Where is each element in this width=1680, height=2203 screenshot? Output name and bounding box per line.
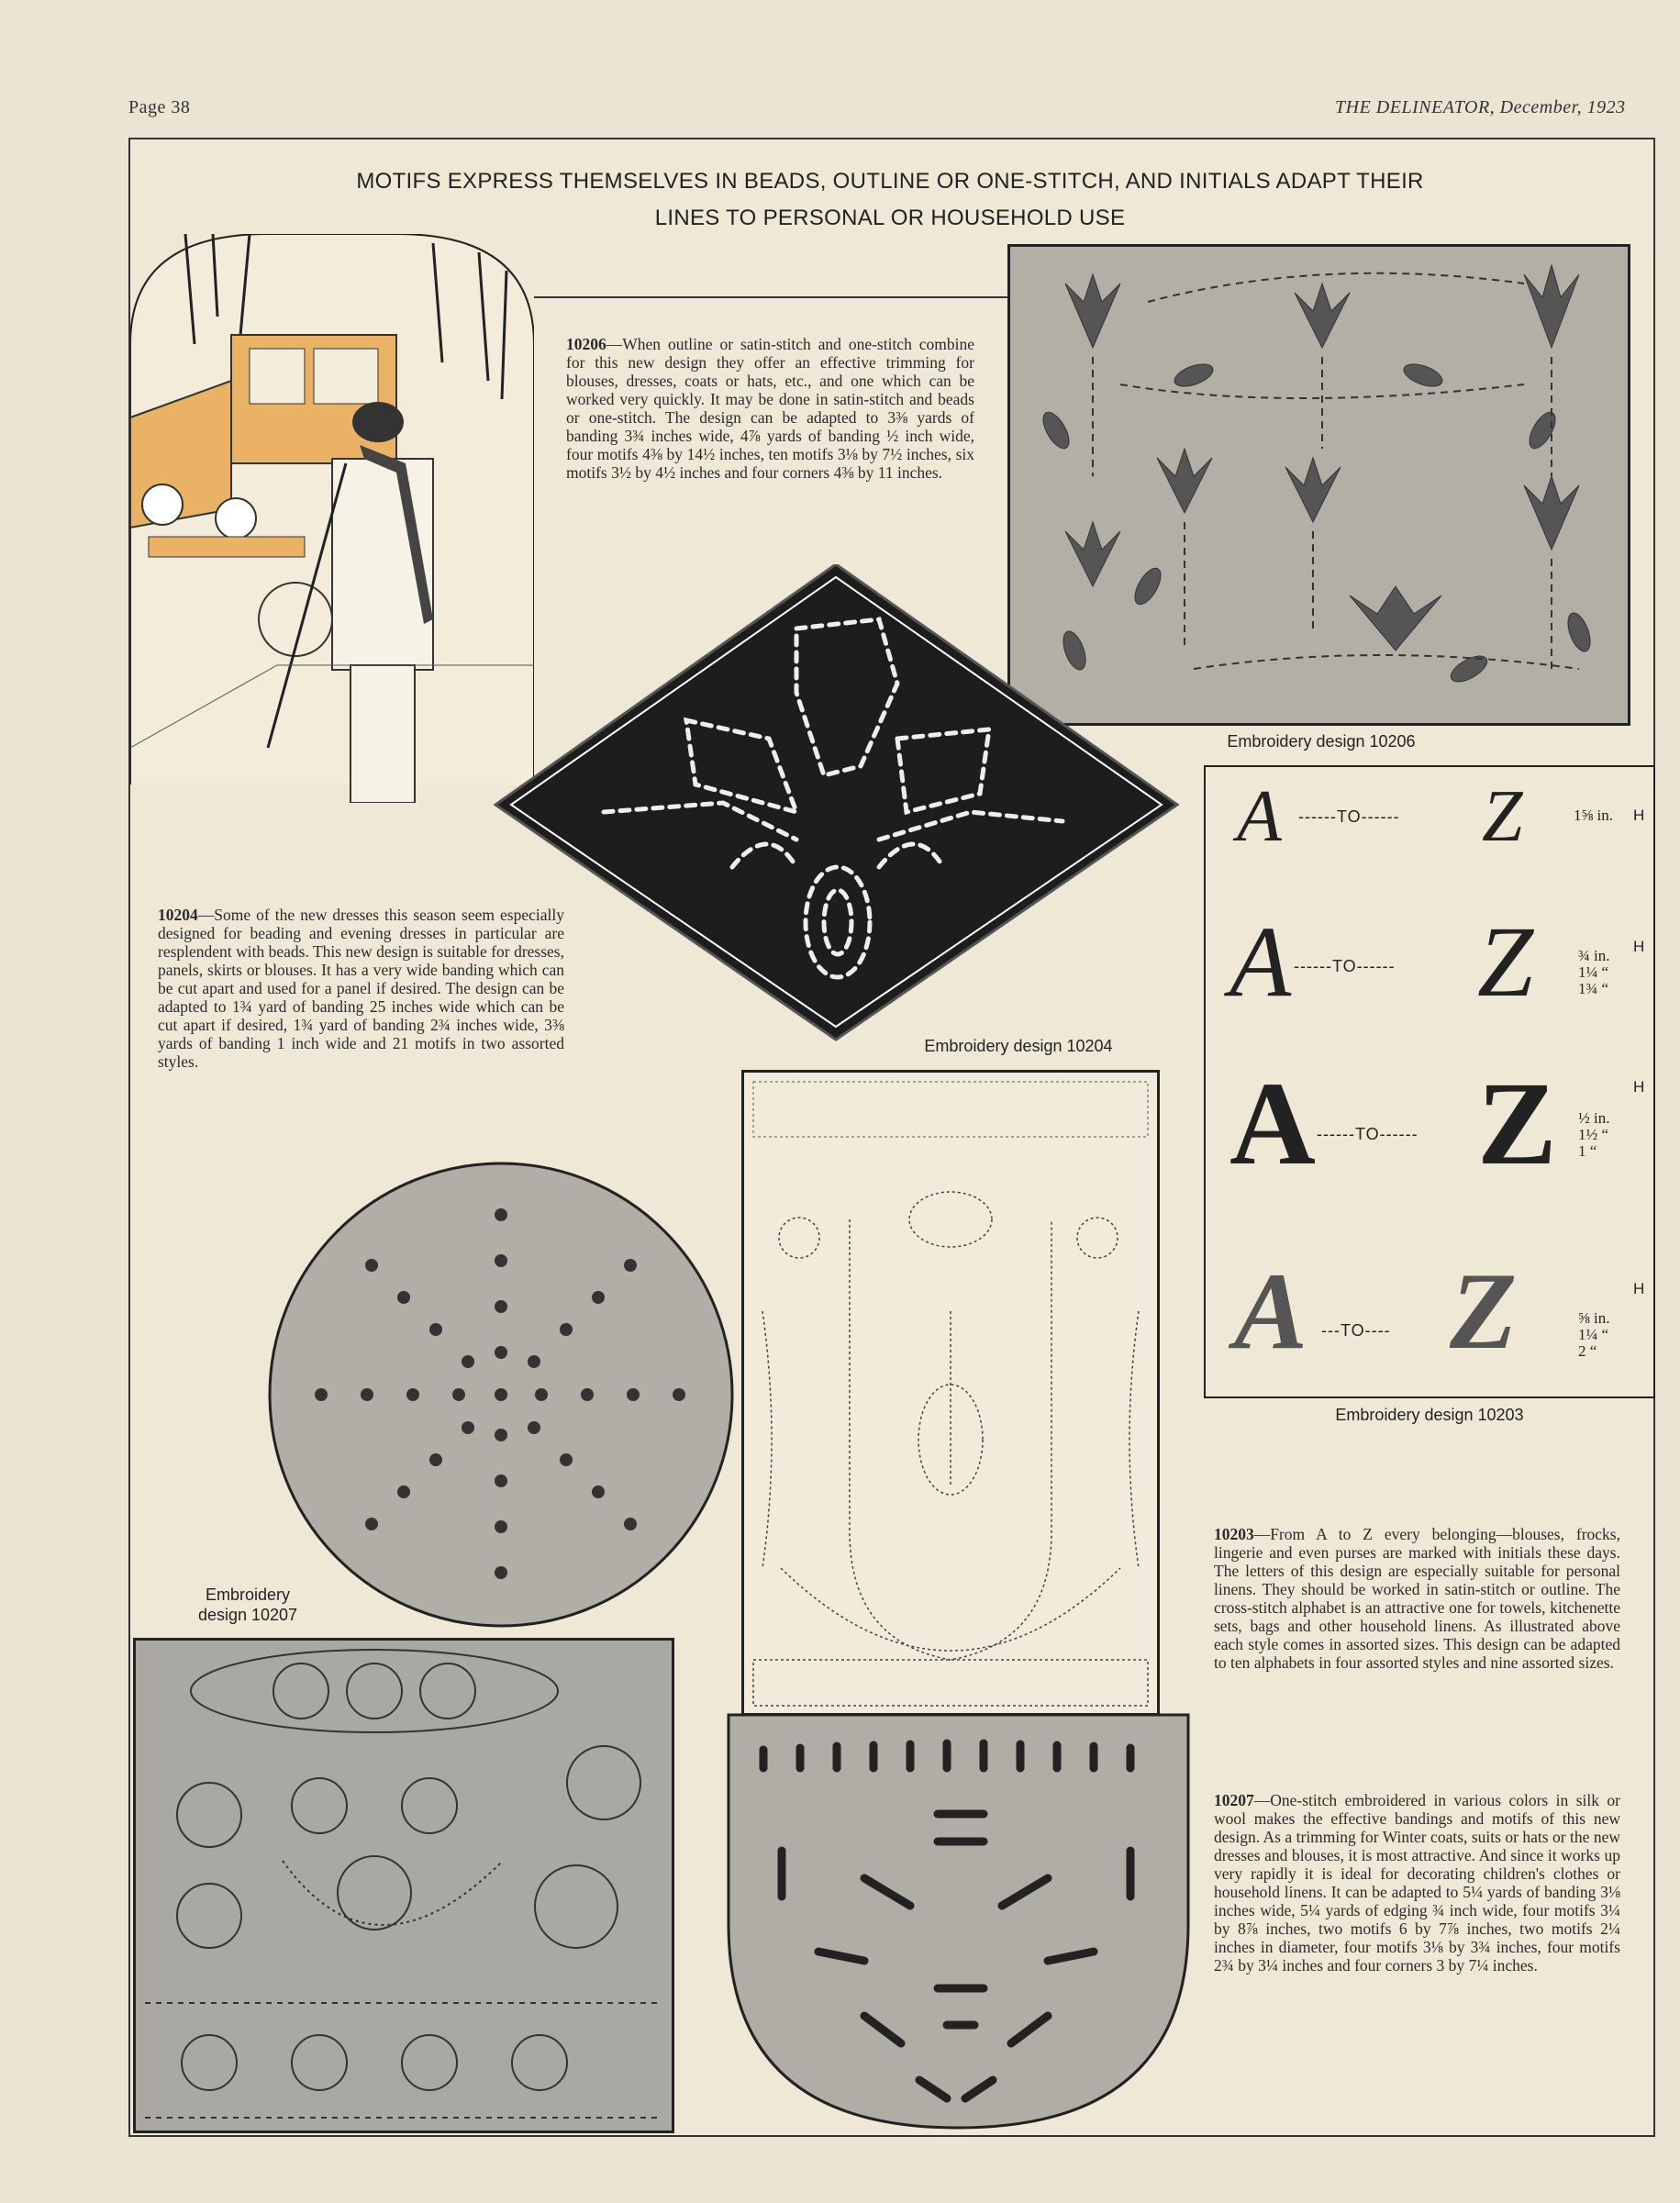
article-body: —One-stitch embroidered in various colors in silk or wool makes the effective bandings and motifs of this new design. As a trimming for Winter coats, suits or hats or the new dresses and blouses, it is most attractive. And since it works up very rapidly it is ideal for decorating children's clothes or household linens. It can be adapted to 5¼ yards of banding 3⅛ inches wide, 5¼ yards of edging ¾ inch wide, four motifs 3¼ by 8⅞ inches, two motifs 6 by 7⅞ inches, two motifs 2¼ inches in diameter, four motifs 3⅛ by 3¾ inches, four motifs 2¾ by 3¼ inches and four corners 3 by 7¼ inches.	[1214, 1791, 1620, 1975]
letter-from: A	[1234, 1250, 1308, 1372]
page-number: Page 38	[128, 97, 191, 117]
to-label: ------TO------	[1294, 957, 1396, 975]
embroidery-shield-image	[727, 1713, 1190, 2131]
letter-from: A	[1229, 906, 1292, 1018]
size-list: ½ in. 1½ “ 1 “	[1578, 1109, 1610, 1160]
page-title	[239, 163, 1541, 237]
to-label: ------TO------	[1298, 807, 1400, 826]
embroidery-design-10204-image	[494, 564, 1179, 1041]
marker-h: H	[1633, 1078, 1645, 1096]
marker-h: H	[1633, 938, 1645, 955]
title-line-1: MOTIFS EXPRESS THEMSELVES IN BEADS, OUTLINE OR ONE-STITCH, AND INITIALS ADAPT THEIR	[356, 169, 1424, 194]
alphabet-row-2	[1229, 904, 1652, 1023]
article-10207	[1214, 1791, 1620, 1975]
article-body: —When outline or satin-stitch and one-stitch combine for this new design they offer an effective trimming for blouses, dresses, coats or hats, etc., and one which can be worked very quickly. It may be done in satin-stitch and beads or one-stitch. The design can be adapted to 3⅜ yards of banding 3¾ inches wide, 4⅞ yards of banding ½ inch wide, four motifs 4⅜ by 14½ inches, ten motifs 3⅛ by 7½ inches, six motifs 3½ by 4½ inches and four corners 4⅜ by 11 inches.	[566, 335, 974, 482]
article-number: 10203	[1214, 1525, 1254, 1543]
caption-10204: Embroidery design 10204	[924, 1037, 1113, 1055]
letter-to: Z	[1477, 1058, 1557, 1190]
letter-to: Z	[1450, 1250, 1518, 1372]
caption-10206: Embroidery design 10206	[1227, 732, 1416, 751]
size-list: ¾ in. 1¼ “ 1¾ “	[1578, 947, 1610, 997]
size-list: 1⅝ in.	[1574, 807, 1613, 824]
article-10206	[566, 335, 974, 482]
article-number: 10206	[566, 335, 606, 353]
letter-from: A	[1229, 1058, 1316, 1190]
article-number: 10204	[158, 906, 198, 924]
title-line-2: LINES TO PERSONAL OR HOUSEHOLD USE	[654, 206, 1126, 230]
alphabet-row-4	[1229, 1248, 1652, 1385]
magazine-header: THE DELINEATOR, December, 1923	[1335, 97, 1626, 117]
letter-to: Z	[1477, 906, 1534, 1018]
letter-from: A	[1237, 776, 1282, 857]
divider-line	[534, 296, 1011, 298]
article-body: —Some of the new dresses this season seem especially designed for beading and evening dresses in particular are resplendent with beads. This new design is suitable for dresses, panels, skirts or blouses. It has a very wide banding which can be cut apart and used for a panel if desired. The design can be adapted to 1¾ yard of banding 25 inches wide which can be cut apart if desired, 1¾ yard of banding 2¾ inches wide, 3⅜ yards of banding 1 inch wide and 21 motifs in two assorted styles.	[158, 906, 564, 1071]
letter-to: Z	[1482, 776, 1523, 857]
fashion-illustration	[130, 234, 534, 803]
embroidery-design-10207-image	[266, 1160, 736, 1630]
alphabet-row-1	[1229, 775, 1652, 876]
alphabet-row-3	[1229, 1055, 1652, 1202]
article-10203	[1214, 1525, 1620, 1672]
caption-10203: Embroidery design 10203	[1335, 1406, 1524, 1424]
marker-h: H	[1633, 807, 1645, 824]
to-label: ------TO------	[1317, 1125, 1419, 1143]
to-label: ---TO----	[1321, 1321, 1391, 1340]
size-list: ⅝ in. 1¼ “ 2 “	[1578, 1309, 1610, 1360]
article-body: —From A to Z every belonging—blouses, frocks, lingerie and even purses are marked with initials these days. The letters of this design are especially suitable for personal linens. They should be worked in satin-stitch or outline. The cross-stitch alphabet is an attractive one for towels, kitchenette sets, bags and other household linens. As illustrated above each style comes in assorted sizes. This design can be adapted to ten alphabets in four assorted styles and nine assorted sizes.	[1214, 1525, 1620, 1672]
marker-h: H	[1633, 1280, 1645, 1297]
embroidery-banding-panel	[741, 1070, 1160, 1716]
embroidery-one-stitch-panel	[133, 1638, 674, 2133]
caption-10207: Embroidery design 10207	[197, 1585, 298, 1624]
article-number: 10207	[1214, 1791, 1254, 1809]
article-10204	[158, 906, 564, 1071]
